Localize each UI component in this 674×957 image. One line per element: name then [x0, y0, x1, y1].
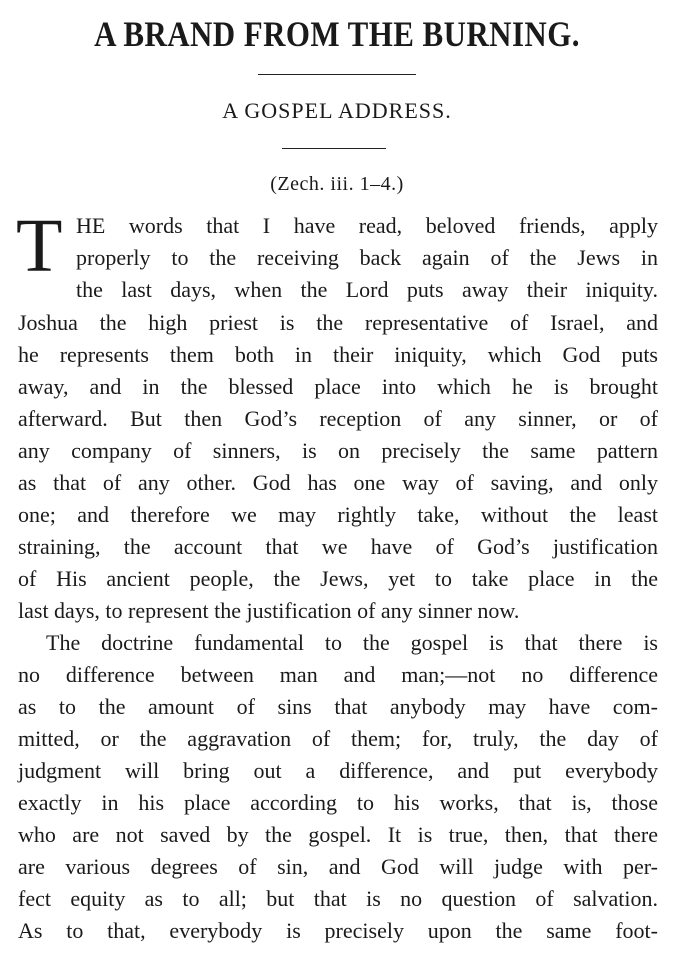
scripture-reference: (Zech. iii. 1–4.)	[270, 173, 404, 195]
text-line: the last days, when the Lord puts away their iniquity.	[76, 277, 658, 302]
text-line: of His ancient people, the Jews, yet to take place in the	[18, 566, 658, 591]
text-line: fect equity as to all; but that is no question of salvation.	[18, 886, 658, 911]
text-line: are various degrees of sin, and God will judge with per-	[18, 854, 658, 879]
text-line: exactly in his place according to his works, that is, those	[18, 790, 658, 815]
text-line: The doctrine fundamental to the gospel is that there is	[46, 630, 658, 655]
text-line: away, and in the blessed place into which he is brought	[18, 374, 658, 399]
text-line: last days, to represent the justification of any sinner now.	[18, 598, 520, 623]
title-divider	[258, 74, 416, 75]
text-line: one; and therefore we may rightly take, without the least	[18, 502, 658, 527]
text-line: mitted, or the aggravation of them; for, truly, the day of	[18, 726, 658, 751]
text-line: who are not saved by the gospel. It is true, then, that there	[18, 822, 658, 847]
page-subtitle: A GOSPEL ADDRESS.	[222, 98, 452, 123]
subtitle-divider	[282, 148, 386, 149]
text-line: HE words that I have read, beloved friends, apply	[76, 213, 658, 238]
drop-cap: T	[16, 204, 63, 288]
text-line: afterward. But then God’s reception of any sinner, or of	[18, 406, 658, 431]
text-line: Joshua the high priest is the representative of Israel, and	[18, 310, 658, 335]
page-title: A BRAND FROM THE BURNING.	[94, 14, 580, 54]
text-line: no difference between man and man;—not no difference	[18, 662, 658, 687]
text-line: as to the amount of sins that anybody may have com-	[18, 694, 658, 719]
text-line: any company of sinners, is on precisely the same pattern	[18, 438, 658, 463]
text-line: he represents them both in their iniquity, which God puts	[18, 342, 658, 367]
text-line: straining, the account that we have of God’s justification	[18, 534, 658, 559]
text-line: as that of any other. God has one way of saving, and only	[18, 470, 658, 495]
text-line: As to that, everybody is precisely upon the same foot-	[18, 918, 658, 943]
text-line: properly to the receiving back again of the Jews in	[76, 245, 658, 270]
text-line: judgment will bring out a difference, and put everybody	[18, 758, 658, 783]
